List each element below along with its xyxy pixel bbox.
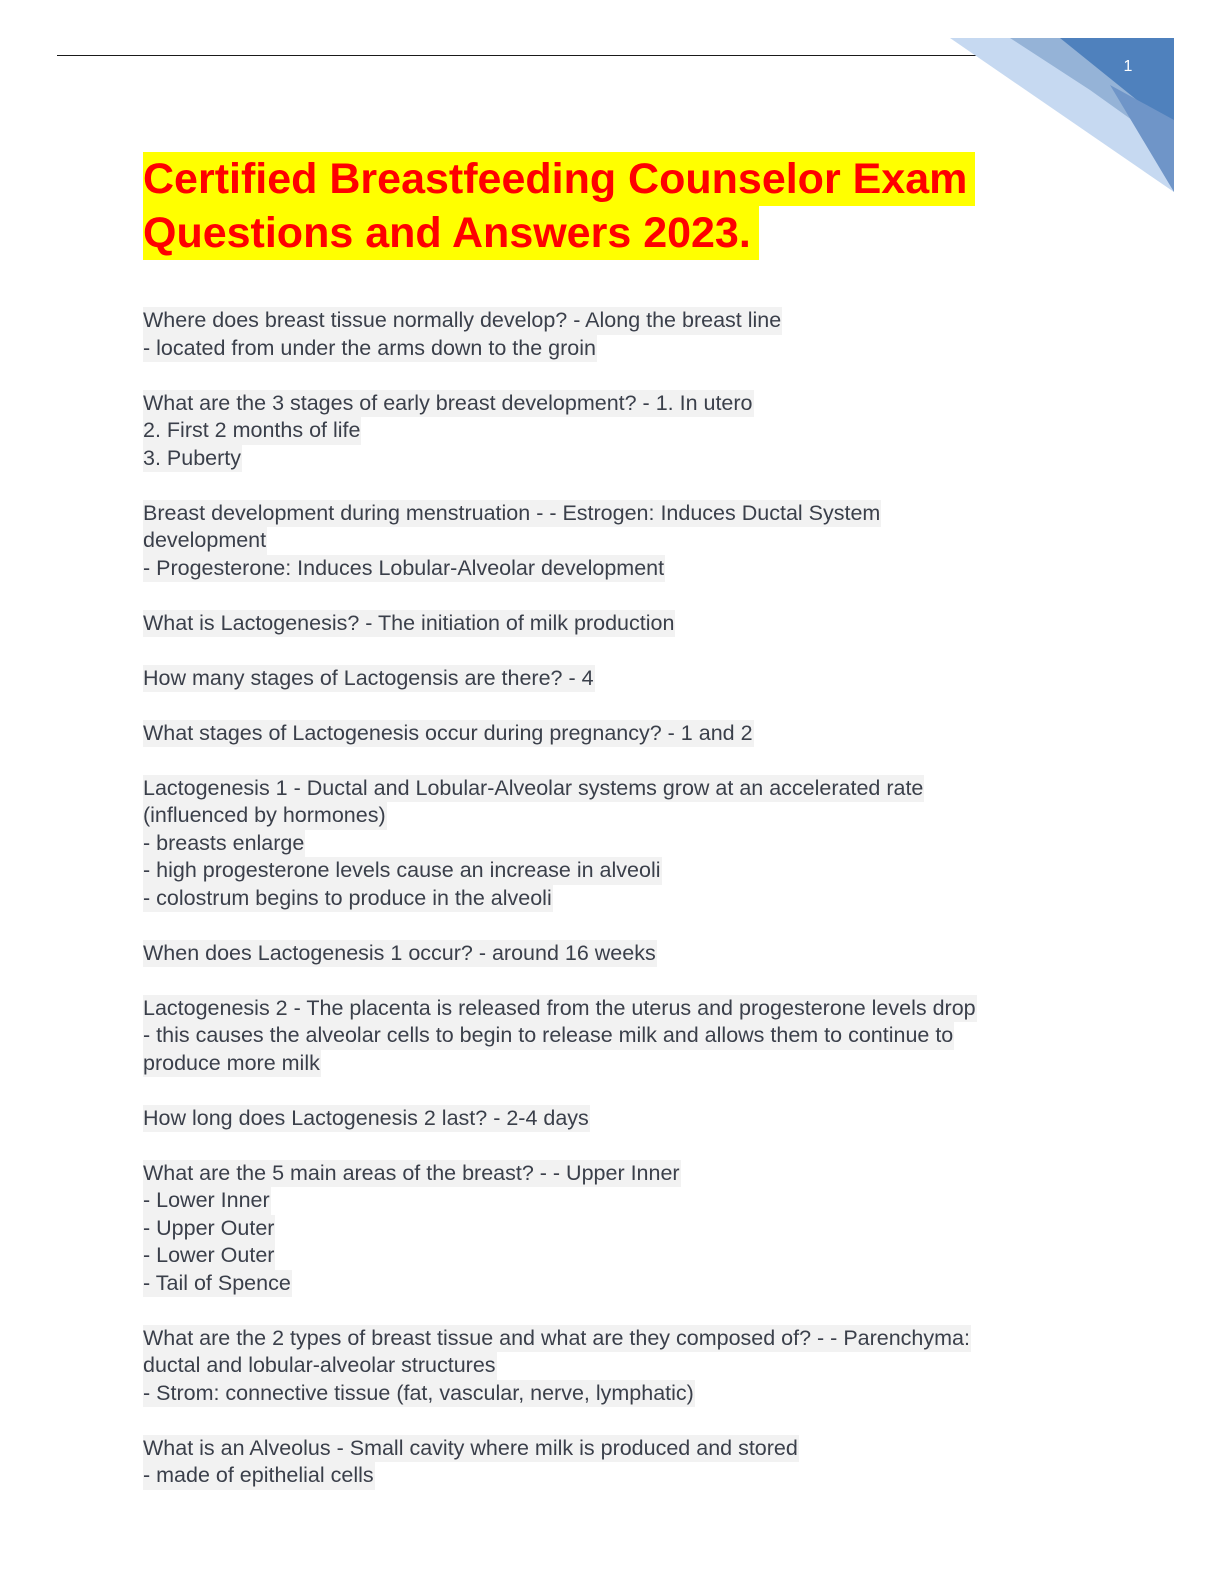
qa-item [143, 940, 1073, 968]
qa-line: - made of epithelial cells [143, 1462, 375, 1490]
qa-line: What are the 3 stages of early breast development? - 1. In utero [143, 390, 754, 418]
qa-item [143, 500, 1073, 583]
qa-line: - this causes the alveolar cells to begin to release milk and allows them to continue to [143, 1022, 954, 1050]
qa-line: - Lower Inner [143, 1187, 271, 1215]
qa-item [143, 610, 1073, 638]
qa-line: Breast development during menstruation - - Estrogen: Induces Ductal System [143, 500, 881, 528]
qa-line: Where does breast tissue normally develop? - Along the breast line [143, 307, 782, 335]
qa-line: What is an Alveolus - Small cavity where milk is produced and stored [143, 1435, 799, 1463]
qa-line: When does Lactogenesis 1 occur? - around 16 weeks [143, 940, 657, 968]
qa-item [143, 1105, 1073, 1133]
qa-line: - colostrum begins to produce in the alveoli [143, 885, 553, 913]
qa-item [143, 307, 1073, 362]
qa-line: What stages of Lactogenesis occur during pregnancy? - 1 and 2 [143, 720, 754, 748]
qa-line: - Lower Outer [143, 1242, 275, 1270]
qa-line: - Strom: connective tissue (fat, vascular, nerve, lymphatic) [143, 1380, 695, 1408]
qa-list [143, 307, 1073, 1517]
qa-item [143, 775, 1073, 913]
title-line-1: Certified Breastfeeding Counselor Exam [143, 152, 975, 206]
qa-line: - high progesterone levels cause an increase in alveoli [143, 857, 662, 885]
qa-line: development [143, 527, 267, 555]
document-title [143, 152, 1083, 260]
qa-item [143, 995, 1073, 1078]
qa-item [143, 665, 1073, 693]
qa-line: Lactogenesis 1 - Ductal and Lobular-Alveolar systems grow at an accelerated rate [143, 775, 924, 803]
qa-line: How long does Lactogenesis 2 last? - 2-4 days [143, 1105, 590, 1133]
qa-item [143, 390, 1073, 473]
qa-line: ductal and lobular-alveolar structures [143, 1352, 497, 1380]
qa-line: What is Lactogenesis? - The initiation of milk production [143, 610, 675, 638]
qa-line: produce more milk [143, 1050, 321, 1078]
title-line-2: Questions and Answers 2023. [143, 206, 759, 260]
qa-item [143, 1435, 1073, 1490]
qa-line: 3. Puberty [143, 445, 242, 473]
qa-line: - Tail of Spence [143, 1270, 292, 1298]
qa-line: Lactogenesis 2 - The placenta is released from the uterus and progesterone levels drop [143, 995, 977, 1023]
qa-line: - breasts enlarge [143, 830, 305, 858]
qa-line: What are the 2 types of breast tissue and what are they composed of? - - Parenchyma: [143, 1325, 971, 1353]
qa-line: - located from under the arms down to the groin [143, 335, 597, 363]
qa-line: - Progesterone: Induces Lobular-Alveolar development [143, 555, 665, 583]
qa-line: How many stages of Lactogensis are there? - 4 [143, 665, 595, 693]
qa-item [143, 720, 1073, 748]
qa-line: (influenced by hormones) [143, 802, 387, 830]
qa-line: 2. First 2 months of life [143, 417, 361, 445]
qa-line: - Upper Outer [143, 1215, 275, 1243]
qa-item [143, 1325, 1073, 1408]
qa-line: What are the 5 main areas of the breast? - - Upper Inner [143, 1160, 681, 1188]
page-number: 1 [1123, 58, 1133, 75]
qa-item [143, 1160, 1073, 1298]
